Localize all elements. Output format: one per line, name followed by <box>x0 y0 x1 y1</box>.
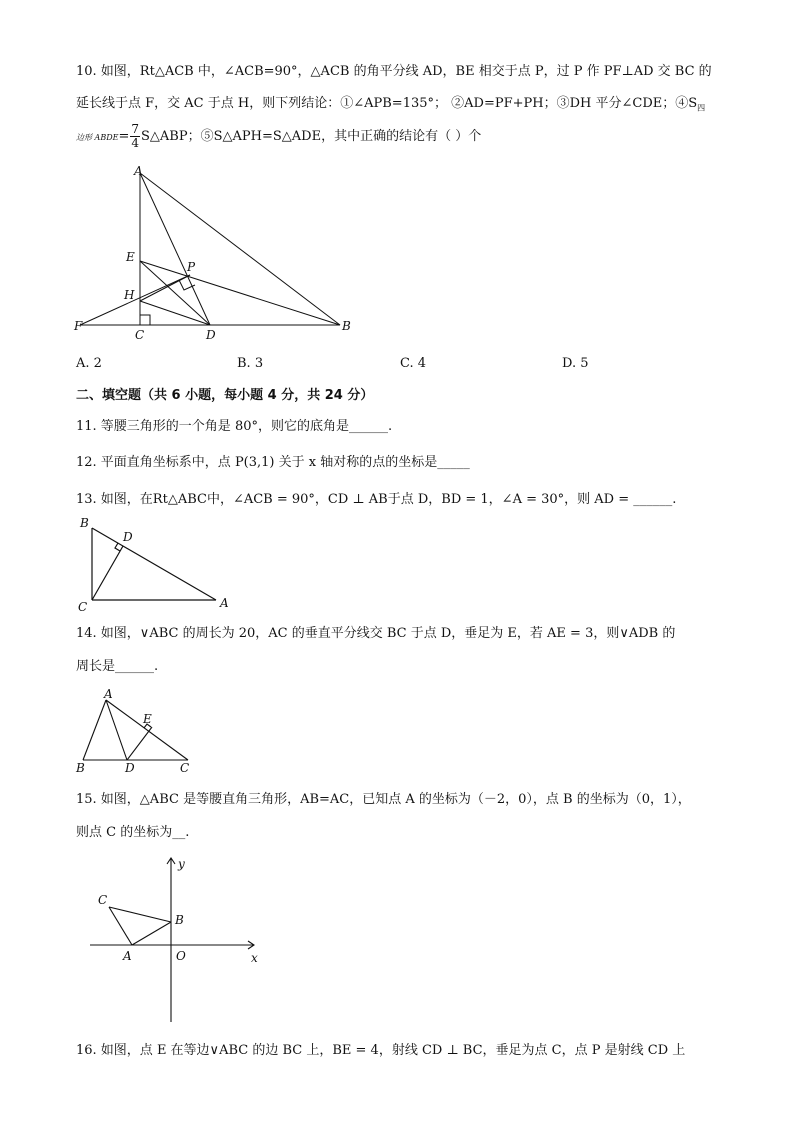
q15-label-x: x <box>251 951 258 965</box>
q15-line1: 15. 如图，△ABC 是等腰直角三角形，AB=AC，已知点 A 的坐标为（－2，0），点 B 的坐标为（0，1）， <box>76 792 691 807</box>
q15-label-C: C <box>98 893 108 907</box>
q14-line1: 14. 如图，∨ABC 的周长为 20，AC 的垂直平分线交 BC 于点 D，垂足为 E，若 AE = 3，则∨ADB 的 <box>76 626 676 641</box>
q10-line2 <box>76 95 705 118</box>
q15-label-A: A <box>123 949 132 963</box>
q10-line2-text: 延长线于点 F，交 AC 于点 H，则下列结论：①∠APB=135°； ②AD=PF+PH；③DH 平分∠CDE；④S <box>76 96 698 111</box>
q14-label-D: D <box>125 761 135 775</box>
q15-label-y: y <box>178 857 185 871</box>
q10-label-D: D <box>206 328 216 342</box>
q13-label-A: A <box>220 596 229 610</box>
q15-label-B: B <box>175 913 184 927</box>
section-title: 二、填空题（共 6 小题，每小题 4 分，共 24 分） <box>76 388 374 403</box>
q10-label-A: A <box>134 164 143 178</box>
q10-label-E: E <box>126 250 135 264</box>
q10-option-d: D. 5 <box>562 356 589 371</box>
q15-line2: 则点 C 的坐标为__. <box>76 825 190 840</box>
q10-label-H: H <box>124 288 135 302</box>
q14-label-C: C <box>180 761 190 775</box>
q14-figure <box>76 688 206 778</box>
q15-label-O: O <box>176 949 186 963</box>
q11-text: 11. 等腰三角形的一个角是 80°，则它的底角是______. <box>76 419 393 434</box>
q15-figure <box>80 850 270 1030</box>
q10-fraction: $\frac{7}{4}$ <box>131 122 139 150</box>
q10-sub-quad: 四 <box>697 103 706 113</box>
q14-label-A: A <box>104 687 113 701</box>
q13-label-C: C <box>78 600 88 614</box>
q13-figure <box>76 515 246 615</box>
q16-text: 16. 如图，点 E 在等边∨ABC 的边 BC 上，BE = 4，射线 CD ⊥ BC，垂足为点 C，点 P 是射线 CD 上 <box>76 1043 686 1058</box>
q10-label-P: P <box>187 260 196 274</box>
q10-line3: 边形 ABDE= $\frac{7}{4}$ S△ABP；⑤S△APH=S△ADE，其中正确的结论有（ ）个 <box>76 122 482 150</box>
q12-text: 12. 平面直角坐标系中，点 P(3,1) 关于 x 轴对称的点的坐标是_____ <box>76 455 470 470</box>
q13-text: 13. 如图，在Rt△ABC中，∠ACB = 90°，CD ⊥ AB于点 D，BD = 1，∠A = 30°，则 AD = ______. <box>76 492 677 507</box>
q13-label-D: D <box>123 530 133 544</box>
q10-figure <box>70 165 370 345</box>
q13-label-B: B <box>80 516 89 530</box>
q10-label-F: F <box>74 319 83 333</box>
q10-line1: 10. 如图，Rt△ACB 中，∠ACB=90°，△ACB 的角平分线 AD，BE 相交于点 P，过 P 作 PF⊥AD 交 BC 的 <box>76 64 712 79</box>
q10-label-C: C <box>135 328 145 342</box>
q10-option-b: B. 3 <box>237 356 264 371</box>
q14-line2: 周长是______. <box>76 659 159 674</box>
q10-option-a: A. 2 <box>76 356 102 371</box>
q14-label-B: B <box>76 761 85 775</box>
q10-line3-rest: S△ABP；⑤S△APH=S△ADE，其中正确的结论有（ ）个 <box>141 129 482 144</box>
q10-sub-abde: 边形 ABDE <box>76 133 119 142</box>
q10-label-B: B <box>342 319 351 333</box>
q10-option-c: C. 4 <box>400 356 427 371</box>
q14-label-E: E <box>143 712 152 726</box>
